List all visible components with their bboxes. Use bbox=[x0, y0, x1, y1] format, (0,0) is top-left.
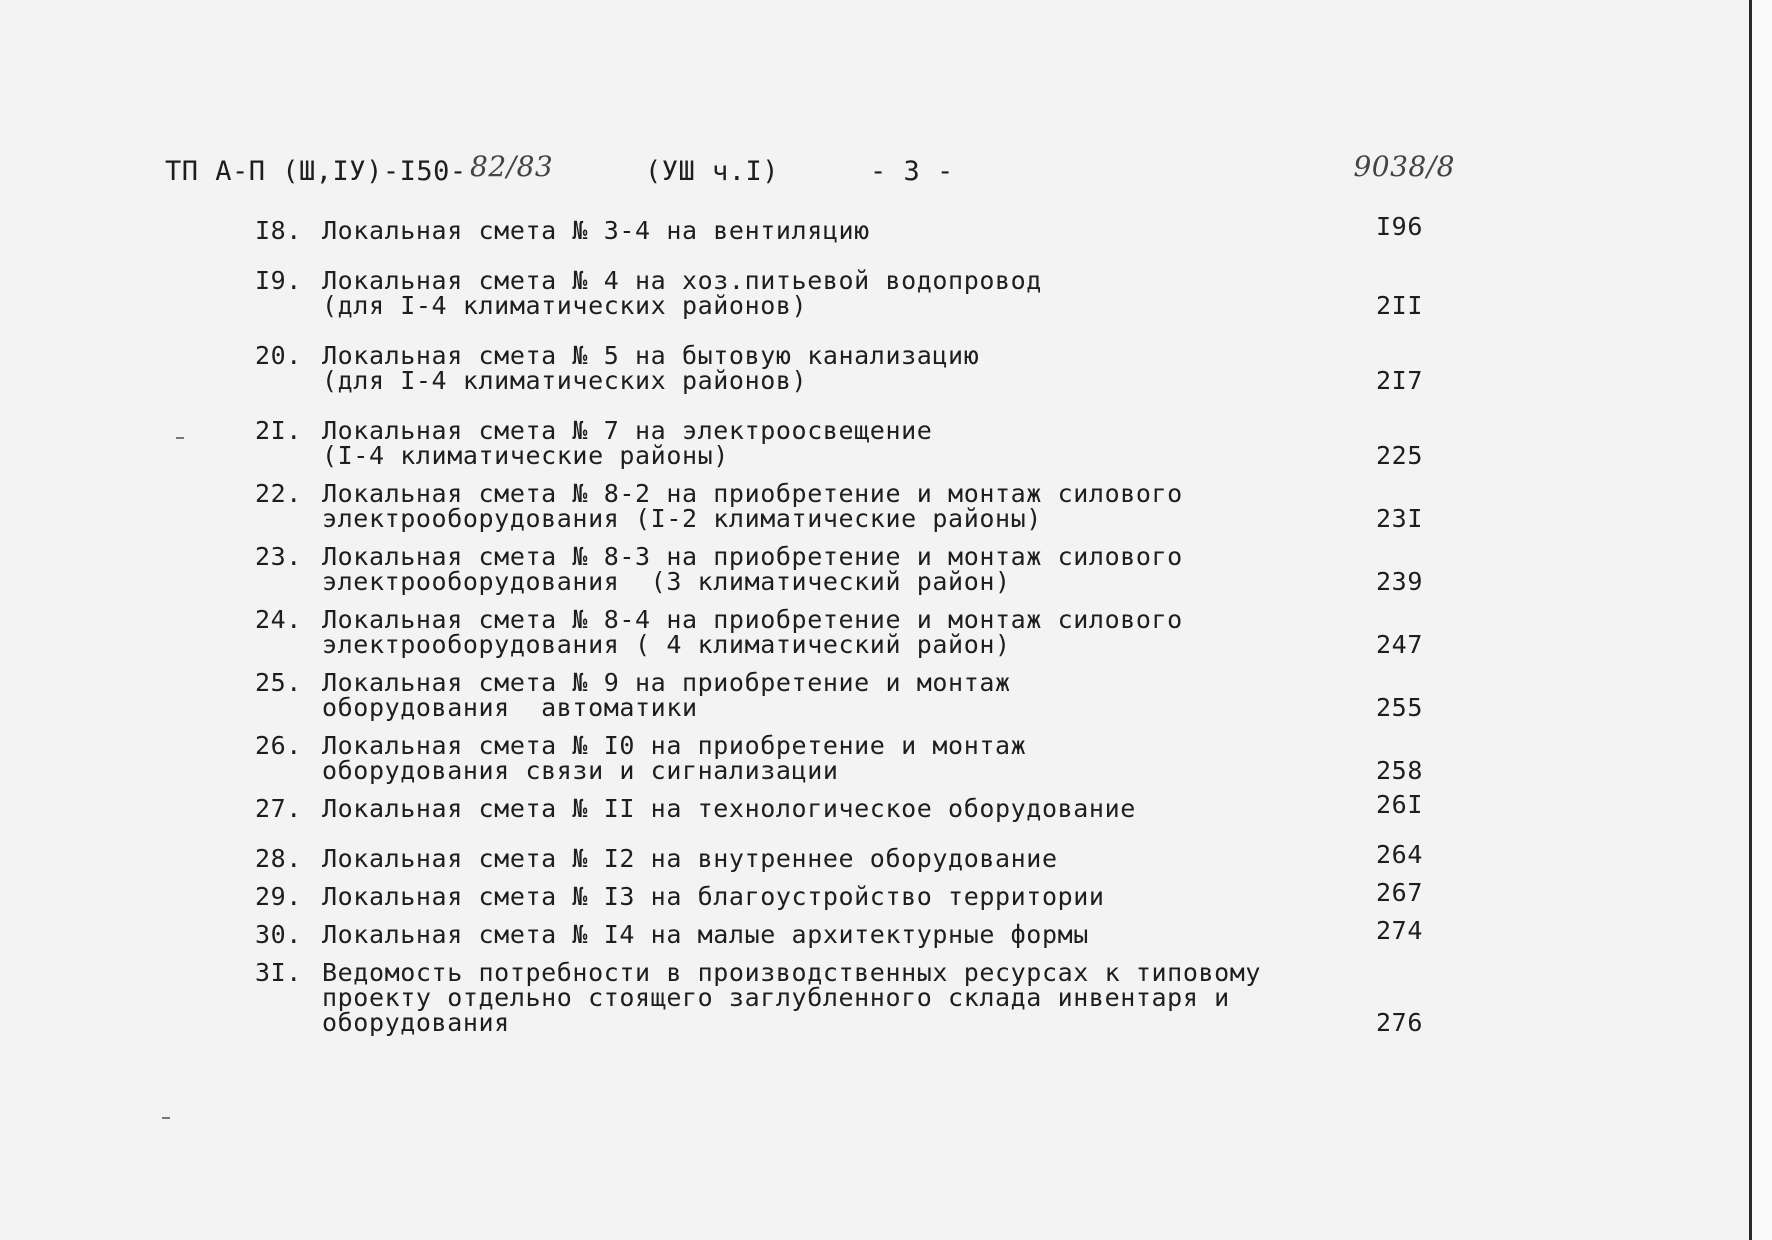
item-page: 23I bbox=[1376, 504, 1423, 533]
item-page: 274 bbox=[1376, 916, 1423, 945]
scan-speck bbox=[162, 1117, 170, 1119]
item-page: 2I7 bbox=[1376, 366, 1423, 395]
item-number: 30. bbox=[255, 920, 302, 949]
handwritten-series: 82/83 bbox=[470, 150, 554, 183]
item-text: Локальная смета № 4 на хоз.питьевой водопровод (для I-4 климатических районов) bbox=[322, 266, 1042, 320]
item-number: 22. bbox=[255, 479, 302, 508]
item-number: 2I. bbox=[255, 416, 302, 445]
item-page: 26I bbox=[1376, 790, 1423, 819]
page-number: - 3 - bbox=[870, 156, 954, 187]
item-page: 255 bbox=[1376, 693, 1423, 722]
list-item bbox=[255, 790, 1435, 823]
item-number: I9. bbox=[255, 266, 302, 295]
item-page: 264 bbox=[1376, 840, 1423, 869]
scan-speck bbox=[176, 437, 184, 439]
part-label: (УШ ч.I) bbox=[645, 156, 780, 187]
item-text: Локальная смета № 3-4 на вентиляцию bbox=[322, 216, 870, 245]
list-item bbox=[255, 268, 1435, 318]
item-text: Локальная смета № I3 на благоустройство территории bbox=[322, 882, 1105, 911]
item-page: 239 bbox=[1376, 567, 1423, 596]
handwritten-number: 9038/8 bbox=[1353, 150, 1455, 183]
list-item bbox=[255, 343, 1435, 393]
item-page: 225 bbox=[1376, 441, 1423, 470]
list-item bbox=[255, 960, 1435, 1035]
item-text: Локальная смета № I0 на приобретение и монтаж оборудования связи и сигнализации bbox=[322, 731, 1027, 785]
list-item bbox=[255, 212, 1435, 245]
item-number: 25. bbox=[255, 668, 302, 697]
list-item bbox=[255, 544, 1435, 594]
contents-list bbox=[255, 212, 1435, 1037]
item-text: Локальная смета № 8-3 на приобретение и монтаж силового электрооборудования (3 климатический район) bbox=[322, 542, 1183, 596]
list-item bbox=[255, 733, 1435, 783]
item-text: Локальная смета № II на технологическое оборудование bbox=[322, 794, 1136, 823]
item-page: 2II bbox=[1376, 291, 1423, 320]
item-page: 267 bbox=[1376, 878, 1423, 907]
item-text: Локальная смета № I2 на внутреннее оборудование bbox=[322, 844, 1058, 873]
item-text: Локальная смета № 5 на бытовую канализацию (для I-4 климатических районов) bbox=[322, 341, 980, 395]
item-number: 28. bbox=[255, 844, 302, 873]
list-item bbox=[255, 916, 1435, 949]
item-text: Локальная смета № 8-2 на приобретение и монтаж силового электрооборудования (I-2 климатические районы) bbox=[322, 479, 1183, 533]
item-text: Локальная смета № 9 на приобретение и монтаж оборудования автоматики bbox=[322, 668, 1011, 722]
list-item bbox=[255, 481, 1435, 531]
item-text: Локальная смета № 7 на электроосвещение (I-4 климатические районы) bbox=[322, 416, 933, 470]
page-margin bbox=[1752, 0, 1772, 1240]
item-number: 24. bbox=[255, 605, 302, 634]
item-page: 247 bbox=[1376, 630, 1423, 659]
item-number: 23. bbox=[255, 542, 302, 571]
item-number: I8. bbox=[255, 216, 302, 245]
item-number: 29. bbox=[255, 882, 302, 911]
list-item bbox=[255, 607, 1435, 657]
item-page: 276 bbox=[1376, 1008, 1423, 1037]
item-number: 3I. bbox=[255, 958, 302, 987]
list-item bbox=[255, 878, 1435, 911]
list-item bbox=[255, 418, 1435, 468]
page-header bbox=[165, 150, 1455, 194]
item-page: I96 bbox=[1376, 212, 1423, 241]
item-number: 27. bbox=[255, 794, 302, 823]
item-number: 26. bbox=[255, 731, 302, 760]
list-item bbox=[255, 840, 1435, 873]
item-page: 258 bbox=[1376, 756, 1423, 785]
item-text: Локальная смета № I4 на малые архитектурные формы bbox=[322, 920, 1089, 949]
list-item bbox=[255, 670, 1435, 720]
document-code: ТП А-П (Ш,IУ)-I50- bbox=[165, 156, 467, 187]
item-text: Локальная смета № 8-4 на приобретение и монтаж силового электрооборудования ( 4 климатический район) bbox=[322, 605, 1183, 659]
item-number: 20. bbox=[255, 341, 302, 370]
item-text: Ведомость потребности в производственных ресурсах к типовому проекту отдельно стоящего заглубленного склада инвентаря и оборудования bbox=[322, 958, 1262, 1037]
